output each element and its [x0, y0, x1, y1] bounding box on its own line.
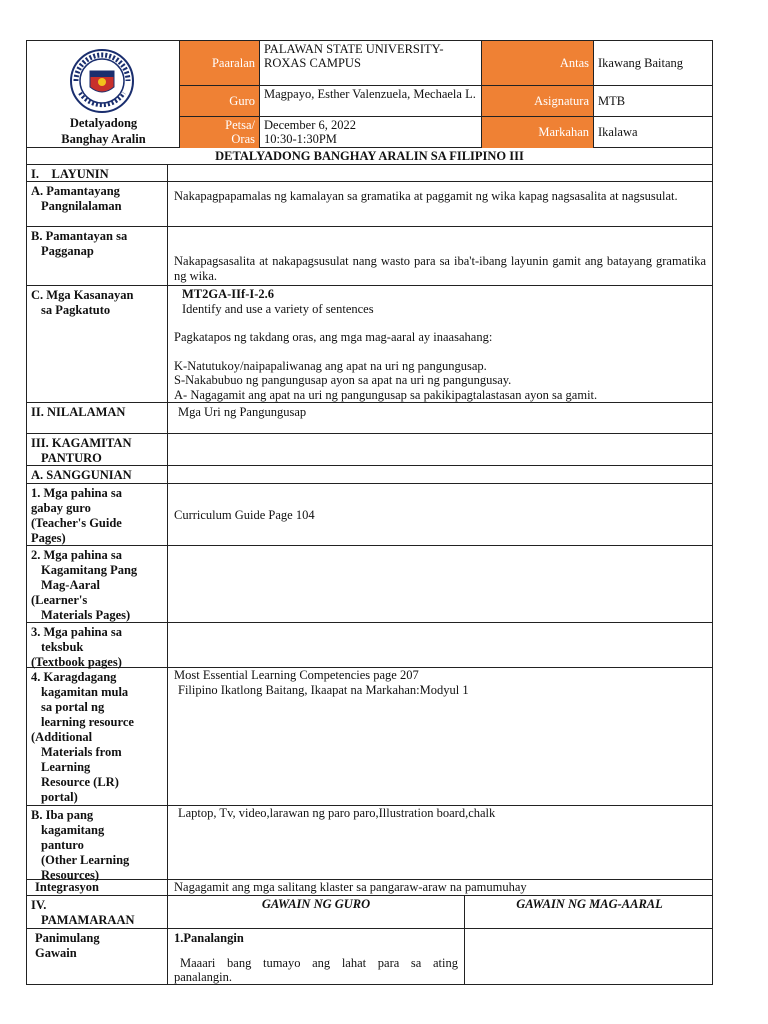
kasanayan-en: Identify and use a variety of sentences [182, 301, 374, 316]
layunin-empty [168, 165, 712, 181]
petsa-label [180, 117, 260, 148]
karagdagang-label-4: learning resource [41, 715, 134, 729]
university-seal-icon [70, 49, 134, 113]
gawain-magaaral-header: GAWAIN NG MAG-AARAL [516, 897, 663, 911]
iba-label-4: (Other Learning [41, 853, 130, 867]
guro-pages-label-4: Pages) [31, 531, 66, 545]
panimulang-label [27, 929, 168, 984]
guro-label: Guro [180, 86, 260, 117]
panimulang-magaaral [467, 929, 712, 984]
kagamitan-empty [168, 434, 712, 465]
pamantayang-label [27, 182, 168, 226]
teksbuk-label-2: teksbuk [41, 640, 84, 654]
pagganap-text: Nakapagsasalita at nakapagsusulat nang wasto para sa iba't-ibang layunin gamit ang batayang gramatika ng wika. [174, 254, 706, 283]
panimulang-label-2: Gawain [35, 946, 77, 960]
teksbuk-label [27, 623, 168, 667]
panimulang-label-1: Panimulang [35, 931, 100, 945]
kasanayan-intro: Pagkatapos ng takdang oras, ang mga mag-aaral ay inaasahang: [174, 330, 493, 344]
kagamitan-row [26, 434, 713, 466]
integrasyon-text: Nagagamit ang mga salitang klaster sa pangaraw-araw na pamumuhay [174, 880, 527, 894]
asignatura-label: Asignatura [482, 86, 594, 117]
integrasyon-label: Integrasyon [27, 880, 168, 895]
iba-row [26, 806, 713, 880]
layunin-label: I. LAYUNIN [27, 165, 168, 181]
kasanayan-s: S-Nakabubuo ng pangungusap ayon sa apat na uri ng pangungusay. [174, 373, 512, 387]
guro-value: Magpayo, Esther Valenzuela, Mechaela L. [260, 86, 482, 117]
nilalaman-label: II. NILALAMAN [27, 403, 168, 433]
antas-value: Ikawang Baitang [594, 41, 713, 86]
petsa-label-2: Oras [231, 132, 255, 146]
pagganap-row [26, 227, 713, 286]
asignatura-value: MTB [594, 86, 713, 117]
pamamaraan-label-1: IV. [31, 898, 47, 912]
antas-label: Antas [482, 41, 594, 86]
logo-cell [27, 41, 180, 148]
iba-label-1: B. Iba pang [31, 808, 94, 822]
kagamitan-label-1: III. KAGAMITAN [31, 436, 132, 450]
kagamitang-label-1: 2. Mga pahina sa [31, 548, 122, 562]
doc-caption-line1: Detalyadong [69, 116, 138, 130]
karagdagang-label-8: Resource (LR) [41, 775, 119, 789]
karagdagang-label-5: (Additional [31, 730, 93, 744]
iba-label [27, 806, 168, 882]
sanggunian-row [26, 466, 713, 484]
pagganap-label-1: B. Pamantayan sa [31, 229, 128, 243]
doc-caption [27, 115, 180, 147]
pagganap-label [27, 227, 168, 285]
kagamitang-label-3: Mag-Aaral [41, 578, 101, 592]
kagamitang-label-4: (Learner's [31, 593, 88, 607]
nilalaman-row [26, 403, 713, 434]
petsa-value-1: December 6, 2022 [264, 118, 356, 132]
pamantayang-label-1: A. Pamantayang [31, 184, 120, 198]
kasanayan-row [26, 286, 713, 403]
paaralan-label: Paaralan [180, 41, 260, 86]
kagamitan-label-2: PANTURO [41, 451, 102, 465]
guro-pages-label-1: 1. Mga pahina sa [31, 486, 122, 500]
sanggunian-label: A. SANGGUNIAN [27, 466, 168, 483]
teksbuk-label-1: 3. Mga pahina sa [31, 625, 122, 639]
kagamitang-label-2: Kagamitang Pang [41, 563, 138, 577]
pamamaraan-label-2: PAMAMARAAN [41, 913, 135, 927]
header-table [26, 40, 713, 148]
kagamitang-label-5: Materials Pages) [41, 608, 131, 622]
panalangin-text: Maaari bang tumayo ang lahat para sa ating panalangin. [174, 955, 458, 984]
pamamaraan-row [26, 896, 713, 929]
karagdagang-row [26, 668, 713, 806]
panalangin-title: 1.Panalangin [174, 931, 244, 945]
integrasyon-row [26, 880, 713, 896]
kasanayan-label-2: sa Pagkatuto [41, 303, 111, 317]
pamantayang-row [26, 182, 713, 227]
petsa-value-2: 10:30-1:30PM [264, 132, 337, 146]
petsa-value [260, 117, 482, 148]
karagdagang-label-3: sa portal ng [41, 700, 105, 714]
karagdagang-label-7: Learning [41, 760, 91, 774]
guro-pages-text: Curriculum Guide Page 104 [174, 508, 315, 522]
teksbuk-label-3: (Textbook pages) [31, 655, 122, 669]
guro-pages-label [27, 484, 168, 545]
kagamitang-empty [168, 546, 712, 622]
karagdagang-text-1: Most Essential Learning Competencies page 207 [174, 668, 419, 682]
teksbuk-row [26, 623, 713, 668]
markahan-label: Markahan [482, 117, 594, 148]
main-title: DETALYADONG BANGHAY ARALIN SA FILIPINO III [26, 148, 713, 165]
karagdagang-text-2: Filipino Ikatlong Baitang, Ikaapat na Markahan:Modyul 1 [178, 682, 469, 697]
guro-pages-label-3: (Teacher's Guide [31, 516, 122, 530]
karagdagang-content [168, 668, 712, 805]
pamantayang-text: Nakapagpapamalas ng kamalayan sa gramatika at paggamit ng wika kapag nagsasalita at nagsusulat. [174, 189, 678, 203]
karagdagang-label-1: 4. Karagdagang [31, 670, 117, 684]
panimulang-guro [168, 929, 465, 984]
kasanayan-code: MT2GA-IIf-I-2.6 [182, 287, 275, 301]
pamamaraan-label [27, 896, 168, 928]
nilalaman-text: Mga Uri ng Pangungusap [178, 405, 307, 419]
karagdagang-label-9: portal) [41, 790, 78, 804]
guro-pages-row [26, 484, 713, 546]
sanggunian-empty [168, 466, 712, 483]
karagdagang-label-6: Materials from [41, 745, 122, 759]
kasanayan-content [168, 286, 712, 402]
pamantayang-label-2: Pangnilalaman [41, 199, 122, 213]
paaralan-value: PALAWAN STATE UNIVERSITY- ROXAS CAMPUS [260, 41, 482, 86]
guro-pages-label-2: gabay guro [31, 501, 91, 515]
kasanayan-label-1: C. Mga Kasanayan [31, 288, 134, 302]
kasanayan-k: K-Natutukoy/naipapaliwanag ang apat na uri ng pangungusap. [174, 358, 487, 373]
teksbuk-empty [168, 623, 712, 667]
kagamitang-label [27, 546, 168, 622]
kagamitang-row [26, 546, 713, 623]
karagdagang-label-2: kagamitan mula [41, 685, 129, 699]
markahan-value: Ikalawa [598, 125, 638, 139]
iba-label-3: panturo [41, 838, 84, 852]
kagamitan-label [27, 434, 168, 465]
panimulang-row [26, 929, 713, 985]
doc-caption-line2: Banghay Aralin [61, 132, 146, 146]
petsa-label-1: Petsa/ [225, 118, 255, 132]
iba-label-2: kagamitang [41, 823, 105, 837]
karagdagang-label [27, 668, 168, 805]
iba-text: Laptop, Tv, video,larawan ng paro paro,Illustration board,chalk [178, 806, 496, 820]
pagganap-label-2: Pagganap [41, 244, 94, 258]
kasanayan-a: A- Nagagamit ang apat na uri ng pangungusap sa pakikipagtalastasan ayon sa gamit. [174, 387, 598, 402]
gawain-guro-header: GAWAIN NG GURO [168, 896, 465, 928]
iba-label-5: Resources) [41, 868, 100, 882]
layunin-row [26, 165, 713, 182]
kasanayan-label [27, 286, 168, 402]
